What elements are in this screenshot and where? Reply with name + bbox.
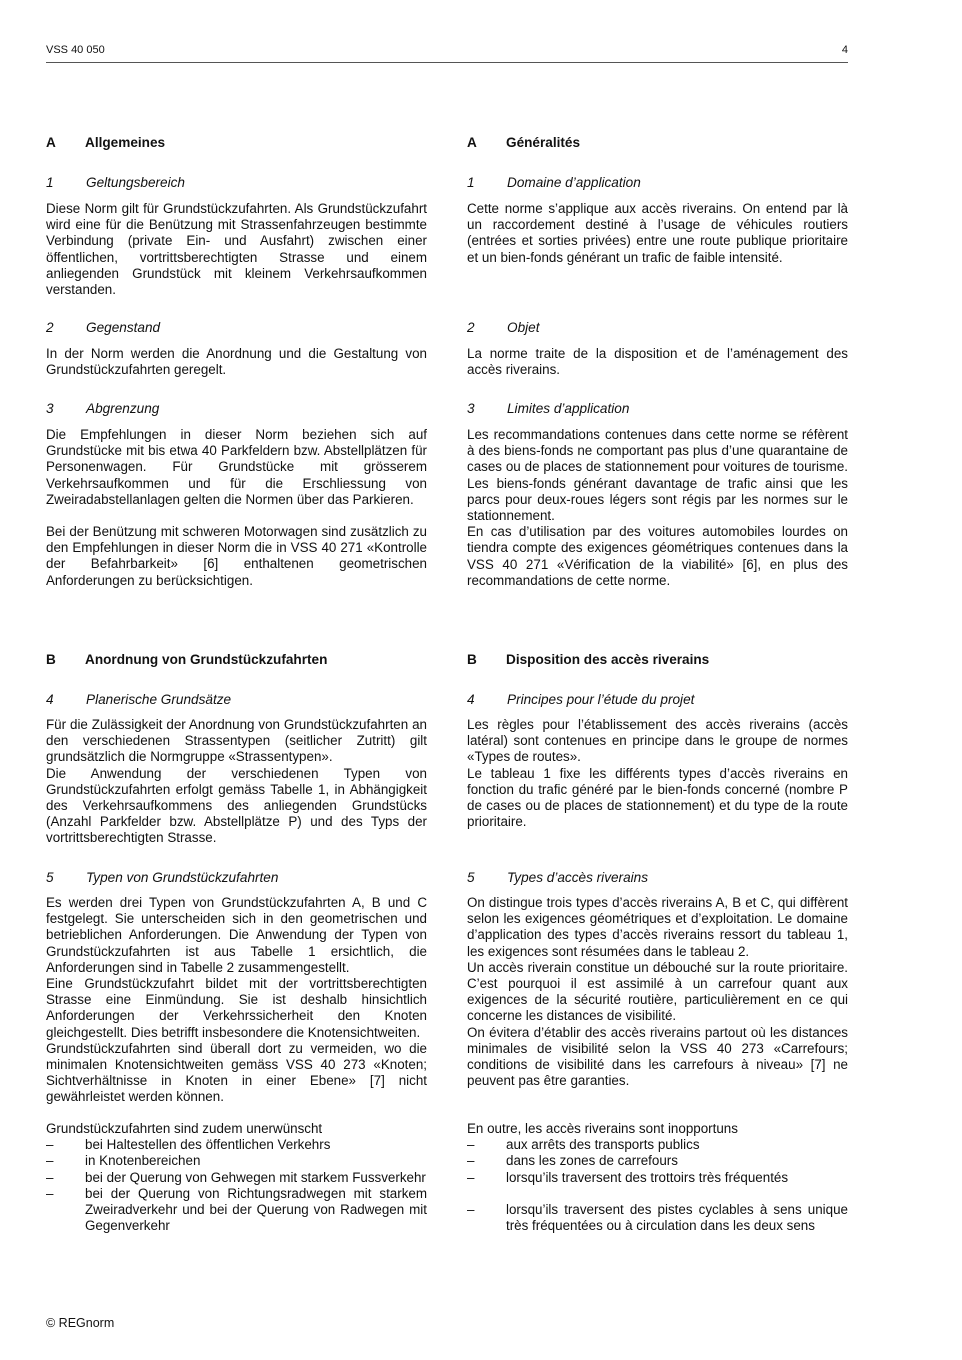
list-item: – lorsqu’ils traversent des pistes cyclables à sens unique très fréquentées ou à circulation dans les deux sens [467,1201,848,1234]
subsection-heading-1: 1 Geltungsbereich [46,175,185,190]
paragraph-4: Les règles pour l’établissement des accès riverains (accès latéral) sont contenues en principe dans le groupe de normes «Types de routes». Le tableau 1 fixe les différents types d’accès riverains en fonction du trafic généré par le bien-fonds concerné (nombre P de cases ou de places de stationnement) et du type de la route prioritaire. [467,717,848,830]
subsection-heading-3: 3 Abgrenzung [46,401,160,416]
section-heading-a: A Généralités [467,135,581,150]
document-number: VSS 40 050 [46,44,105,56]
list-item: – bei der Querung von Gehwegen mit starkem Fussverkehr [46,1169,426,1185]
copyright-footer: © REGnorm [46,1316,115,1330]
list-item: – bei Haltestellen des öffentlichen Verkehrs [46,1137,331,1153]
list-item: – aux arrêts des transports publics [467,1137,700,1153]
subsection-heading-2: 2 Gegenstand [46,320,161,335]
paragraph-2: In der Norm werden die Anordnung und die Gestaltung von Grundstückzufahrten geregelt. [46,346,427,378]
section-heading-a: A Allgemeines [46,135,166,150]
subsection-heading-4: 4 Planerische Grundsätze [46,692,232,707]
paragraph-5: On distingue trois types d’accès riverains A, B et C, qui diffèrent selon les exigences géométriques et d’exploitation. Le domaine d’application des types d’accès riverains ressort du tableau 1, les exigences sont résumées dans le tableau 2. Un accès riverain constitue un débouché sur la route prioritaire. C’est pourquoi il est assimilé à un carrefour quant aux exigences de la sécurité routière, particulièrement en ce qui concerne les distances de visibilité. On évitera d’établir des accès riverains partout où les distances minimales de visibilité selon la VSS 40 273 «Carrefours; conditions de visibilité dans les carrefours à niveau» [7] ne peuvent pas être garanties. [467,895,848,1089]
subsection-heading-4: 4 Principes pour l’étude du projet [467,692,695,707]
subsection-heading-3: 3 Limites d’application [467,401,630,416]
subsection-heading-1: 1 Domaine d’application [467,175,641,190]
list-item: – bei der Querung von Richtungsradwegen mit starkem Zweiradverkehr und bei der Querung von Radwegen mit Gegenverkehr [46,1185,427,1234]
paragraph-2: La norme traite de la disposition et de l’aménagement des accès riverains. [467,346,848,378]
page-number: 4 [841,44,848,56]
paragraph-5-list: En outre, les accès riverains sont inopportuns – aux arrêts des transports publics – dans les zones de carrefours – lorsqu’ils traversent des trottoirs très fréquentés – lorsqu’ils traversent des pistes cyclables à sens unique très fréquentées ou à circulation dans les deux sens [467,1121,848,1234]
dash-list [467,1137,848,1234]
paragraph-5: Es werden drei Typen von Grundstückzufahrten A, B und C festgelegt. Sie unterscheiden sich in den geometrischen und betrieblichen Anforderungen. Die Anwendung der Typen von Grundstückzufahrten ist aus Tabelle 1 ersichtlich, die Anforderungen sind in Tabelle 2 zusammengestellt. Eine Grundstückzufahrt bildet mit der vortrittsberechtigten Strasse eine Einmündung. Sie ist deshalb hinsichtlich Anforderungen der Verkehrssicherheit den Knoten gleichgestellt. Dies betrifft insbesondere die Knotensichtweiten. Grundstückzufahrten sind überall dort zu vermeiden, wo die minimalen Knotensichtweiten gemäss VSS 40 273 «Knoten; Sichtverhältnisse in Knoten in einer Ebene» [7] nicht gewährleistet werden können. [46,895,427,1105]
section-heading-b: B Anordnung von Grundstückzufahrten [46,652,328,667]
paragraph-3b: Bei der Benützung mit schweren Motorwagen sind zusätzlich zu den Empfehlungen in dieser Norm die in VSS 40 271 «Kontrolle der Befahrbarkeit» [6] enthaltenen geometrischen Anforderungen zu berücksichtigen. [46,524,427,588]
paragraph-3a: Die Empfehlungen in dieser Norm beziehen sich auf Grundstücke mit bis etwa 40 Parkfeldern bzw. Abstellplätzen für Personenwagen. Für Grundstücke mit grösserem Verkehrsaufkommen und für die Erschliessung von Zweiradabstellanlagen gelten die Normen über das Parkieren. [46,427,427,507]
paragraph-5-list: Grundstückzufahrten sind zudem unerwünscht – bei Haltestellen des öffentlichen Verkehrs – in Knotenbereichen – bei der Querung von Gehwegen mit starkem Fussverkehr – bei der Querung von Richtungsradwegen mit starkem Zweiradverkehr und bei der Querung von Radwegen mit Gegenverkehr [46,1121,427,1234]
section-heading-b: B Disposition des accès riverains [467,652,710,667]
list-item: – in Knotenbereichen [46,1153,201,1169]
paragraph-1: Diese Norm gilt für Grundstückzufahrten. Als Grundstückzufahrt wird eine für die Benützung mit Strassenfahrzeugen bestimmte Verbindung (private Ein- und Ausfahrt) zwischen einer öffentlichen, vortrittsberechtigten Strasse und einem anliegenden Grundstück mit kleinem Verkehrsaufkommen verstanden. [46,201,427,298]
paragraph-1: Cette norme s’applique aux accès riverains. On entend par là un raccordement destiné à l’usage de véhicules routiers (entrées et sorties privées) entre une route publique prioritaire et un bien-fonds générant un trafic de faible intensité. [467,201,848,265]
subsection-heading-5: 5 Types d’accès riverains [467,870,649,885]
list-item: – lorsqu’ils traversent des trottoirs très fréquentés [467,1169,789,1185]
paragraph-3: Les recommandations contenues dans cette norme se réfèrent à des biens-fonds ne comportant pas plus d’une quarantaine de cases ou de places de stationnement pour voitures de tourisme. Les biens-fonds générant davantage de trafic ainsi que les parcs pour deux-roues légers sont régis par les normes sur le stationnement. En cas d’utilisation par des voitures automobiles lourdes on tiendra compte des exigences géométriques contenues dans la VSS 40 271 «Vérification de la viabilité» [6], en plus des recommandations de cette norme. [467,427,848,588]
list-item: – dans les zones de carrefours [467,1153,678,1169]
subsection-heading-2: 2 Objet [467,320,540,335]
subsection-heading-5: 5 Typen von Grundstückzufahrten [46,870,279,885]
dash-list [46,1137,427,1234]
page-header [46,44,848,63]
paragraph-4: Für die Zulässigkeit der Anordnung von Grundstückzufahrten an den verschiedenen Strassentypen (seitlicher Zutritt) gilt grundsätzlich die Normgruppe «Strassentypen». Die Anwendung der verschiedenen Typen von Grundstückzufahrten erfolgt gemäss Tabelle 1, in Abhängigkeit des Verkehrsaufkommens des anliegenden Grundstücks (Anzahl Parkfelder bzw. Abstellplätze P) und des Typs der vortrittsberechtigten Strasse. [46,717,427,846]
